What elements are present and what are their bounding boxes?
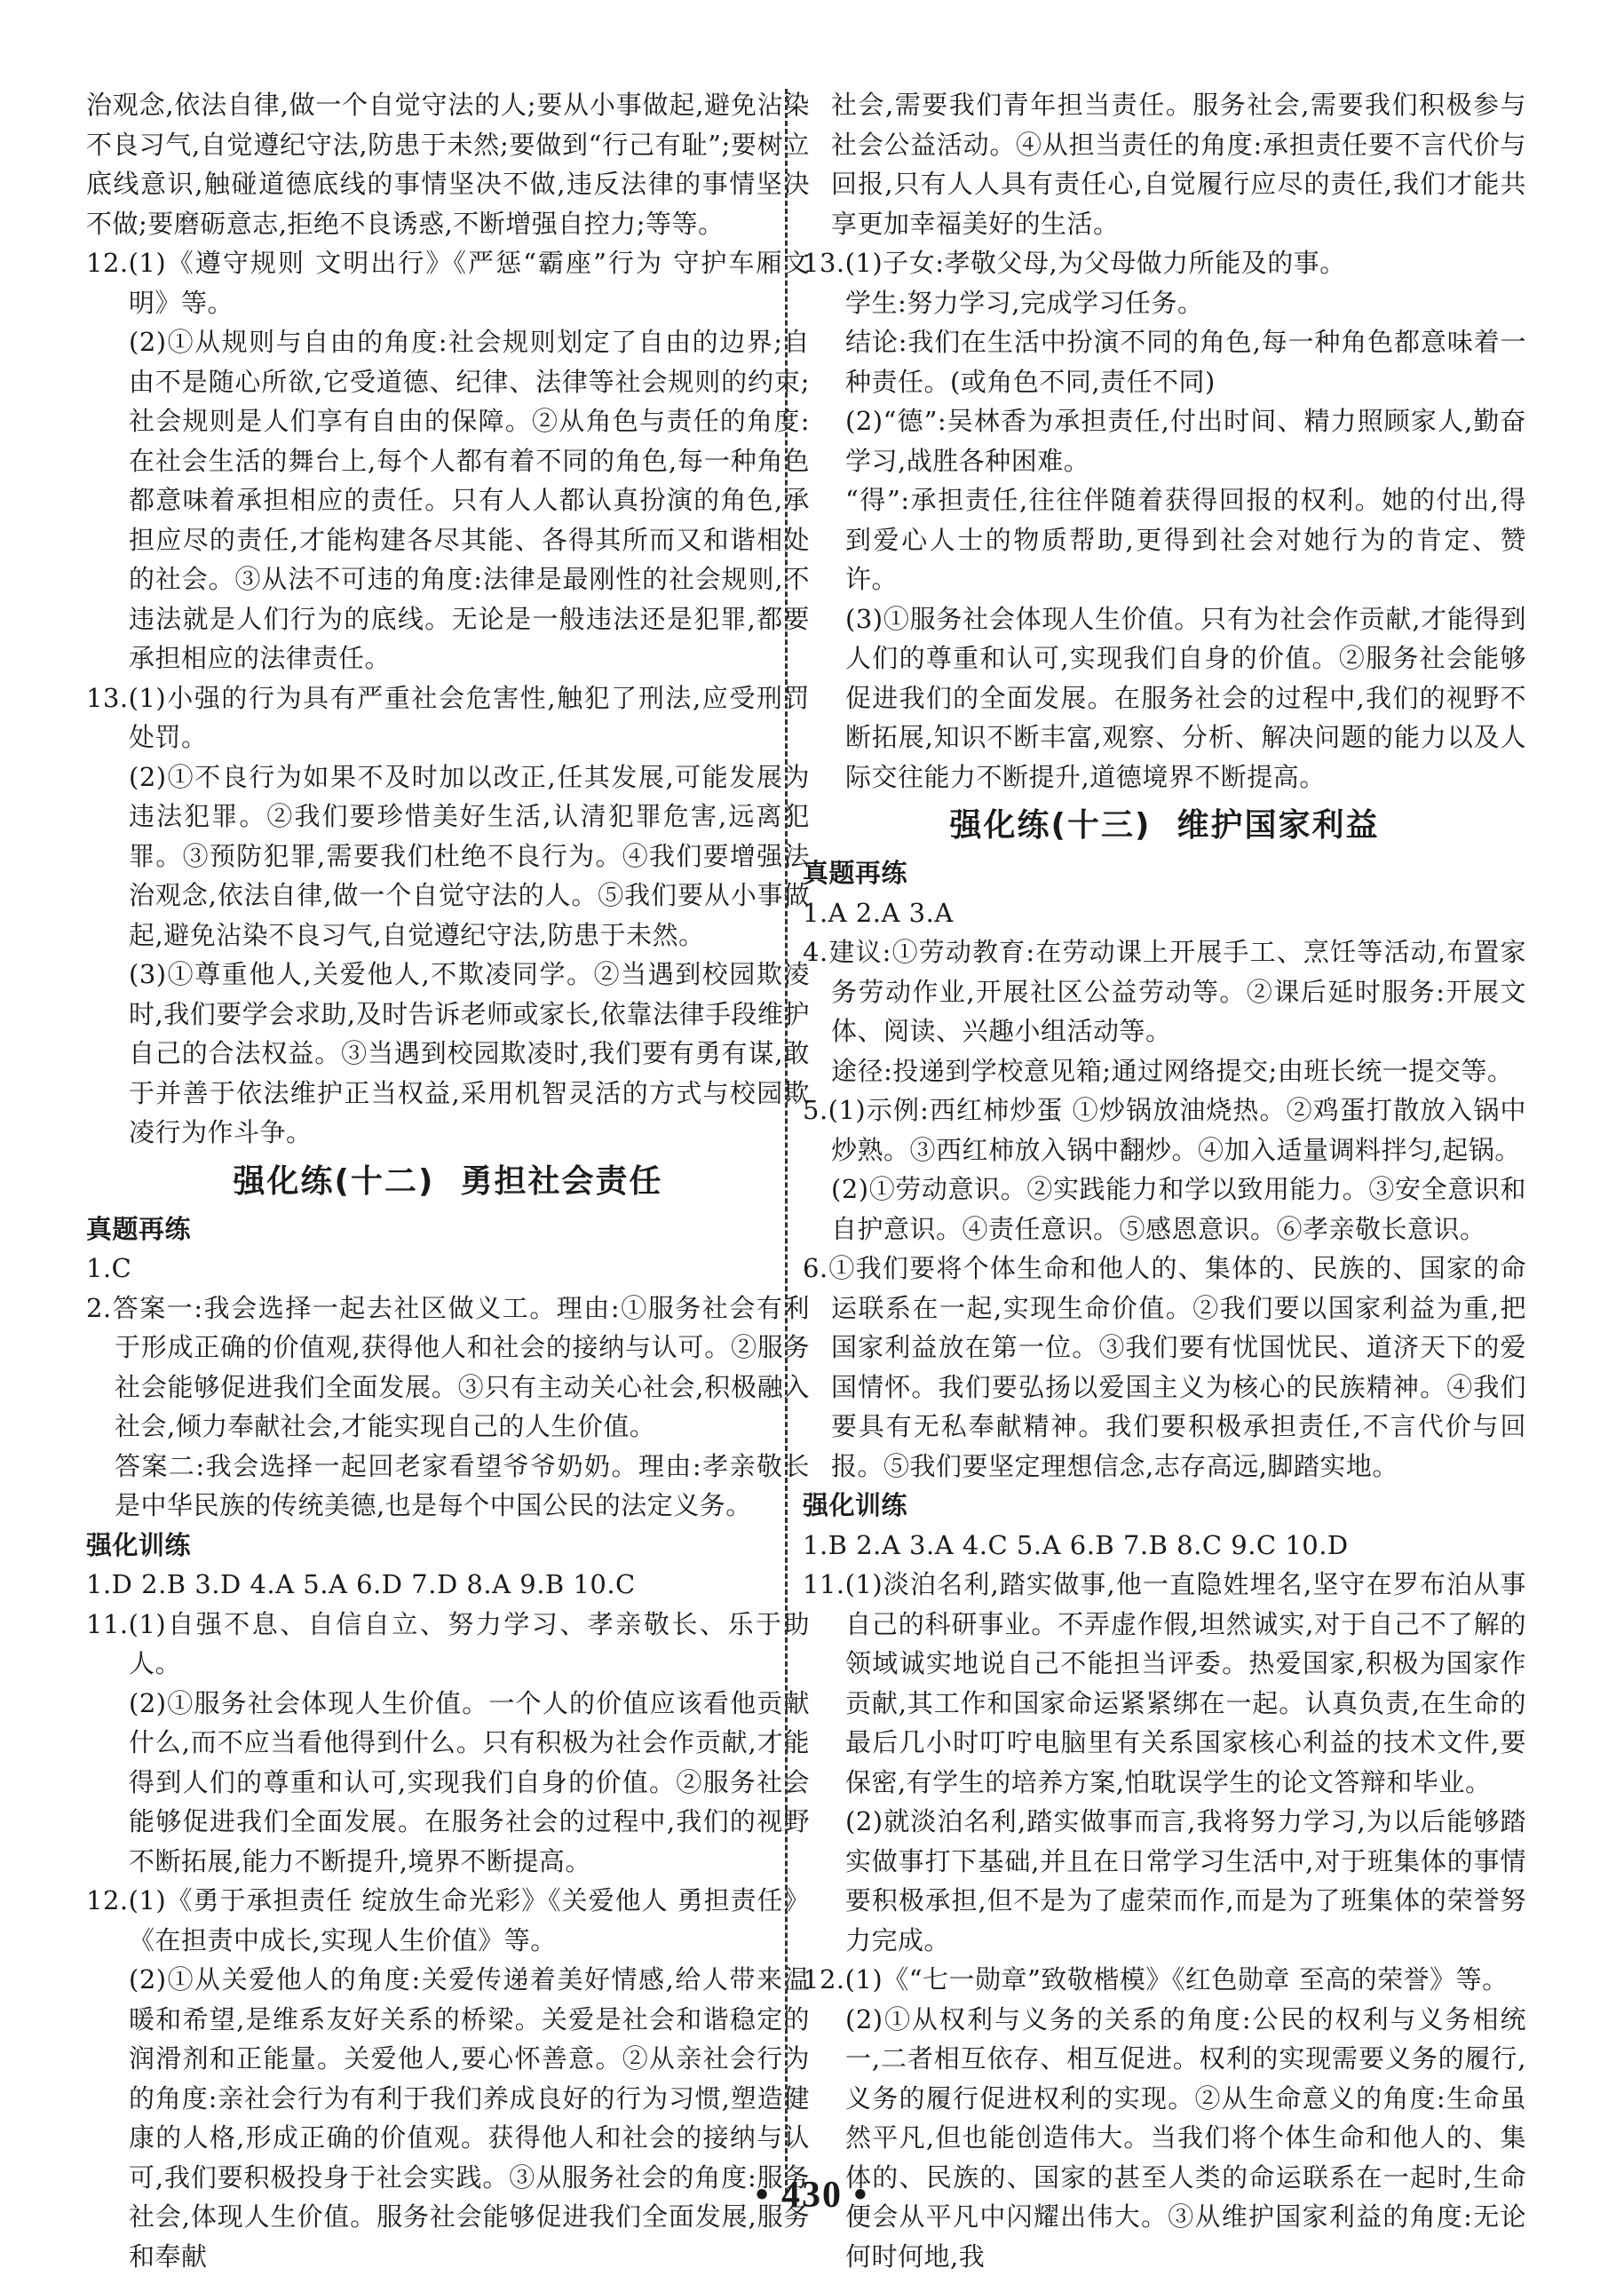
answer-item: 途径:投递到学校意见箱;通过网络提交;由班长统一提交等。 [803, 1051, 1526, 1091]
left-column [86, 85, 810, 2276]
answer-item: (3)①尊重他人,关爱他人,不欺凌同学。②当遇到校园欺凌时,我们要学会求助,及时告诉老师或家长,依靠法律手段维护自己的合法权益。③当遇到校园欺凌时,我们要有勇有谋,敢于并善于依法维护正当权益,采用机智灵活的方式与校园欺凌行为作斗争。 [86, 955, 810, 1153]
section-title: 强化练(十二) 勇担社会责任 [86, 1158, 810, 1206]
paragraph: 社会,需要我们青年担当责任。服务社会,需要我们积极参与社会公益活动。④从担当责任的角度:承担责任要不言代价与回报,只有人人具有责任心,自觉履行应尽的责任,我们才能共享更加幸福美好的生活。 [803, 85, 1526, 243]
answer-item: 13.(1)子女:孝敬父母,为父母做力所能及的事。 [803, 243, 1526, 283]
answer-item: 6.①我们要将个体生命和他人的、集体的、民族的、国家的命运联系在一起,实现生命价值。②我们要以国家利益为重,把国家利益放在第一位。③我们要有忧国忧民、道济天下的爱国情怀。我们要弘扬以爱国主义为核心的民族精神。④我们要具有无私奉献精神。我们要积极承担责任,不言代价与回报。⑤我们要坚定理想信念,志存高远,脚踏实地。 [803, 1249, 1526, 1486]
answer-item: (2)①从权利与义务的关系的角度:公民的权利与义务相统一,二者相互依存、相互促进。权利的实现需要义务的履行,义务的履行促进权利的实现。②从生命意义的角度:生命虽然平凡,但也能创造伟大。当我们将个体生命和他人的、集体的、民族的、国家的甚至人类的命运联系在一起时,生命便会从平凡中闪耀出伟大。③从维护国家利益的角度:无论何时何地,我 [803, 2000, 1526, 2276]
section-title: 强化练(十三) 维护国家利益 [803, 802, 1526, 850]
answer-item: 2.答案一:我会选择一起去社区做义工。理由:①服务社会有利于形成正确的价值观,获得他人和社会的接纳与认可。②服务社会能够促进我们全面发展。③只有主动关心社会,积极融入社会,倾力奉献社会,才能实现自己的人生价值。 [86, 1289, 810, 1447]
answer-item: (2)①从规则与自由的角度:社会规则划定了自由的边界;自由不是随心所欲,它受道德、纪律、法律等社会规则的约束;社会规则是人们享有自由的保障。②从角色与责任的角度:在社会生活的舞台上,每个人都有着不同的角色,每一种角色都意味着承担相应的责任。只有人人都认真扮演的角色,承担应尽的责任,才能构建各尽其能、各得其所而又和谐相处的社会。③从法不可违的角度:法律是最刚性的社会规则,不违法就是人们行为的底线。无论是一般违法还是犯罪,都要承担相应的法律责任。 [86, 322, 810, 678]
page-number: • 430 • [0, 2174, 1624, 2217]
answer-item: 12.(1)《勇于承担责任 绽放生命光彩》《关爱他人 勇担责任》《在担责中成长,实现人生价值》等。 [86, 1881, 810, 1960]
answer-item: 11.(1)自强不息、自信自立、努力学习、孝亲敬长、乐于助人。 [86, 1605, 810, 1684]
answer-item: (2)就淡泊名利,踏实做事而言,我将努力学习,为以后能够踏实做事打下基础,并且在日常学习生活中,对于班集体的事情要积极承担,但不是为了虚荣而作,而是为了班集体的荣誉努力完成。 [803, 1802, 1526, 1960]
answer-item: 1.C [86, 1249, 810, 1289]
answer-key: 1.D 2.B 3.D 4.A 5.A 6.D 7.D 8.A 9.B 10.C [86, 1565, 810, 1605]
answer-item: (2)①劳动意识。②实践能力和学以致用能力。③安全意识和自护意识。④责任意识。⑤感恩意识。⑥孝亲敬长意识。 [803, 1170, 1526, 1249]
answer-item: (2)①从关爱他人的角度:关爱传递着美好情感,给人带来温暖和希望,是维系友好关系的桥梁。关爱是社会和谐稳定的润滑剂和正能量。关爱他人,要心怀善意。②从亲社会行为的角度:亲社会行为有利于我们养成良好的行为习惯,塑造健康的人格,形成正确的价值观。获得他人和社会的接纳与认可,我们要积极投身于社会实践。③从服务社会的角度:服务社会,体现人生价值。服务社会能够促进我们全面发展,服务和奉献 [86, 1960, 810, 2276]
answer-item: 12.(1)《“七一勋章”致敬楷模》《红色勋章 至高的荣誉》等。 [803, 1960, 1526, 2000]
subsection-heading: 强化训练 [86, 1526, 810, 1566]
answer-key: 1.A 2.A 3.A [803, 893, 1526, 933]
subsection-heading: 真题再练 [803, 853, 1526, 893]
answer-item: 学生:努力学习,完成学习任务。 [803, 283, 1526, 323]
answer-item: 13.(1)小强的行为具有严重社会危害性,触犯了刑法,应受刑罚处罚。 [86, 678, 810, 757]
answer-item: (2)①服务社会体现人生价值。一个人的价值应该看他贡献什么,而不应当看他得到什么。只有积极为社会作贡献,才能得到人们的尊重和认可,实现我们自身的价值。②服务社会能够促进我们全面发展。在服务社会的过程中,我们的视野不断拓展,能力不断提升,境界不断提高。 [86, 1684, 810, 1882]
answer-item: 答案二:我会选择一起回老家看望爷爷奶奶。理由:孝亲敬长是中华民族的传统美德,也是每个中国公民的法定义务。 [86, 1447, 810, 1526]
subsection-heading: 真题再练 [86, 1209, 810, 1249]
right-column [803, 85, 1526, 2276]
answer-key: 1.B 2.A 3.A 4.C 5.A 6.B 7.B 8.C 9.C 10.D [803, 1526, 1526, 1566]
answer-item: (3)①服务社会体现人生价值。只有为社会作贡献,才能得到人们的尊重和认可,实现我们自身的价值。②服务社会能够促进我们的全面发展。在服务社会的过程中,我们的视野不断拓展,知识不断丰富,观察、分析、解决问题的能力以及人际交往能力不断提升,道德境界不断提高。 [803, 599, 1526, 797]
answer-item: 结论:我们在生活中扮演不同的角色,每一种角色都意味着一种责任。(或角色不同,责任不同) [803, 322, 1526, 401]
answer-item: 11.(1)淡泊名利,踏实做事,他一直隐姓埋名,坚守在罗布泊从事自己的科研事业。不弄虚作假,坦然诚实,对于自己不了解的领域诚实地说自己不能担当评委。热爱国家,积极为国家作贡献,其工作和国家命运紧紧绑在一起。认真负责,在生命的最后几小时叮咛电脑里有关系国家核心利益的技术文件,要保密,有学生的培养方案,怕耽误学生的论文答辩和毕业。 [803, 1565, 1526, 1802]
column-divider [785, 89, 788, 2193]
paragraph: 治观念,依法自律,做一个自觉守法的人;要从小事做起,避免沾染不良习气,自觉遵纪守法,防患于未然;要做到“行己有耻”;要树立底线意识,触碰道德底线的事情坚决不做,违反法律的事情坚决不做;要磨砺意志,拒绝不良诱惑,不断增强自控力;等等。 [86, 85, 810, 243]
answer-item: (2)“德”:吴林香为承担责任,付出时间、精力照顾家人,勤奋学习,战胜各种困难。 [803, 401, 1526, 480]
answer-item: 5.(1)示例:西红柿炒蛋 ①炒锅放油烧热。②鸡蛋打散放入锅中炒熟。③西红柿放入锅中翻炒。④加入适量调料拌匀,起锅。 [803, 1090, 1526, 1170]
answer-item: (2)①不良行为如果不及时加以改正,任其发展,可能发展为违法犯罪。②我们要珍惜美好生活,认清犯罪危害,远离犯罪。③预防犯罪,需要我们杜绝不良行为。④我们要增强法治观念,依法自律,做一个自觉守法的人。⑤我们要从小事做起,避免沾染不良习气,自觉遵纪守法,防患于未然。 [86, 757, 810, 956]
answer-item: “得”:承担责任,往往伴随着获得回报的权利。她的付出,得到爱心人士的物质帮助,更得到社会对她行为的肯定、赞许。 [803, 480, 1526, 599]
subsection-heading: 强化训练 [803, 1486, 1526, 1526]
answer-item: 12.(1)《遵守规则 文明出行》《严惩“霸座”行为 守护车厢文明》等。 [86, 243, 810, 322]
answer-item: 4.建议:①劳动教育:在劳动课上开展手工、烹饪等活动,布置家务劳动作业,开展社区公益劳动等。②课后延时服务:开展文体、阅读、兴趣小组活动等。 [803, 932, 1526, 1051]
